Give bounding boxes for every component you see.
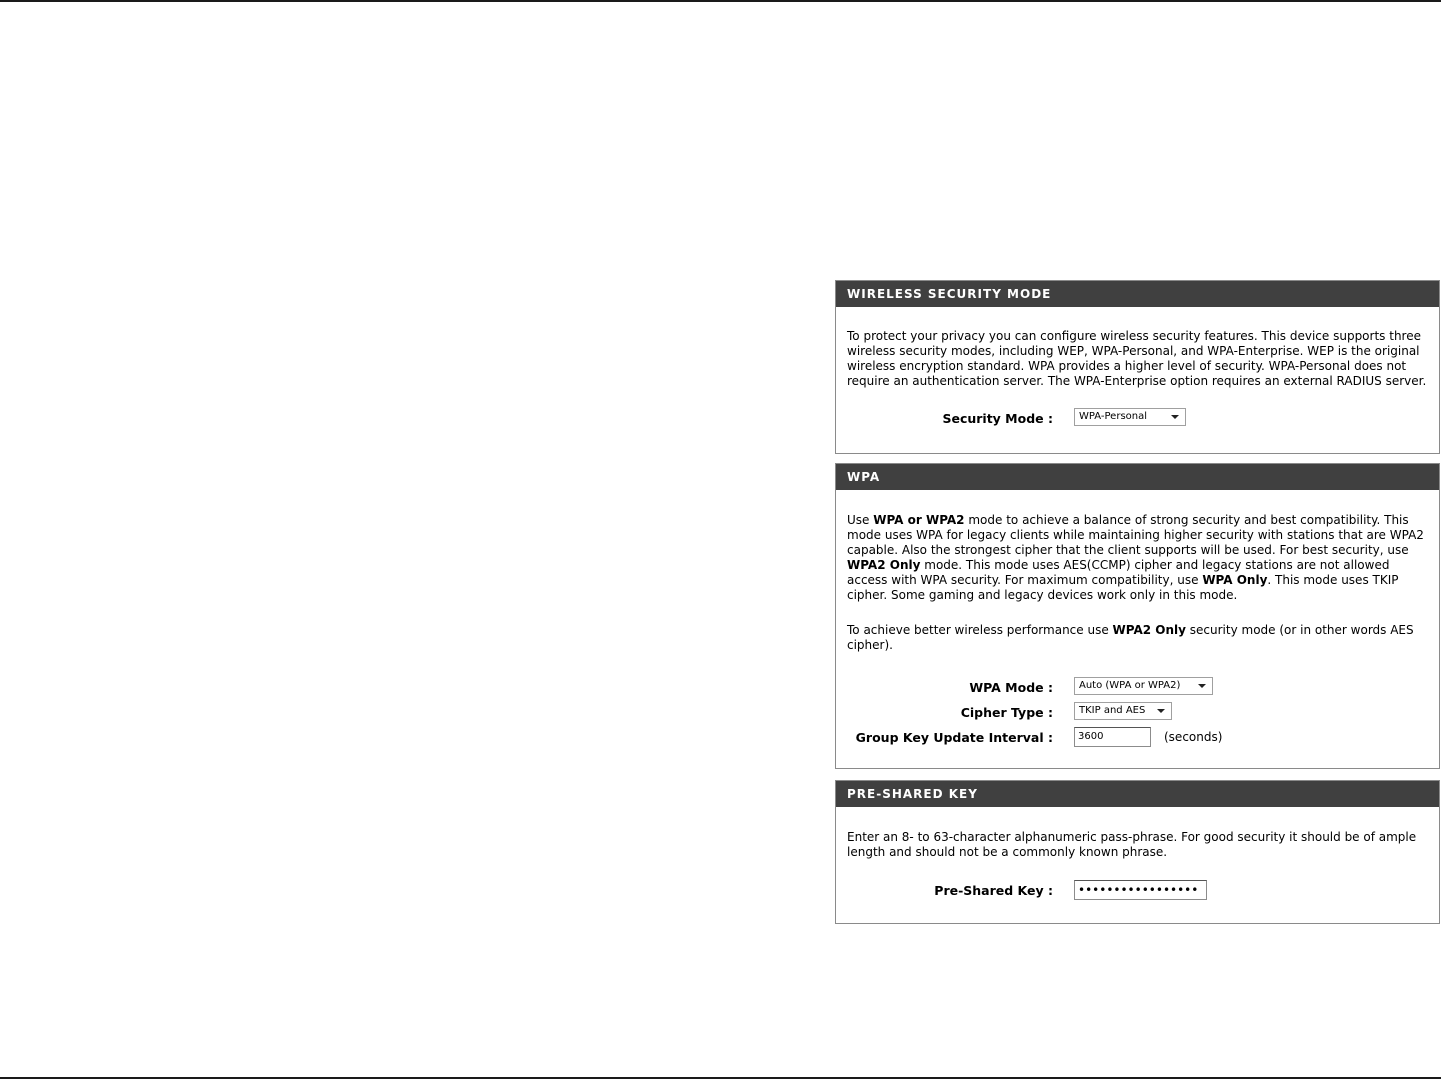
cipher-type-value: TKIP and AES xyxy=(1079,705,1146,716)
security-mode-label: Security Mode : xyxy=(942,411,1053,426)
chevron-down-icon xyxy=(1171,415,1179,419)
wireless-security-mode-panel xyxy=(835,280,1440,454)
psk-description: Enter an 8- to 63-character alphanumeric pass-phrase. For good security it should be of ample length and should not be a commonly known phrase. xyxy=(847,830,1417,859)
security-mode-select[interactable] xyxy=(1074,408,1186,426)
psk-row xyxy=(847,879,1428,903)
wpa-mode-label: WPA Mode : xyxy=(969,680,1053,695)
wpa-mode-value: Auto (WPA or WPA2) xyxy=(1079,680,1181,691)
cipher-type-select[interactable] xyxy=(1074,702,1172,720)
psk-input[interactable]: ••••••••••••••••• xyxy=(1074,880,1207,900)
panel-title: PRE-SHARED KEY xyxy=(836,781,1439,807)
top-rule xyxy=(0,0,1441,2)
group-key-interval-input[interactable]: 3600 xyxy=(1074,727,1151,747)
chevron-down-icon xyxy=(1198,684,1206,688)
bottom-rule xyxy=(0,1077,1441,1079)
security-mode-value: WPA-Personal xyxy=(1079,411,1148,422)
psk-label: Pre-Shared Key : xyxy=(934,883,1053,898)
pre-shared-key-panel xyxy=(835,780,1440,924)
wpa-description: Use WPA or WPA2 mode to achieve a balance of strong security and best compatibility. This mode uses WPA for legacy clients while maintaining higher security with stations that are WPA2 capable. Also the strongest cipher that the client supports will be used. For best security, use WPA2 Only mode. This mode uses AES(CCMP) cipher and legacy stations are not allowed access with WPA security. For maximum compatibility, use WPA Only. This mode uses TKIP cipher. Some gaming and legacy devices work only in this mode. xyxy=(847,513,1424,602)
wpa-panel xyxy=(835,463,1440,769)
security-mode-row xyxy=(847,407,1428,431)
wpa-mode-row xyxy=(847,676,1428,701)
cipher-type-row xyxy=(847,701,1428,726)
wpa-performance-note: To achieve better wireless performance use WPA2 Only security mode (or in other words AES cipher). xyxy=(847,623,1414,652)
group-key-interval-row xyxy=(847,726,1428,751)
wpa-mode-select[interactable] xyxy=(1074,677,1213,695)
panel-title: WIRELESS SECURITY MODE xyxy=(836,281,1439,307)
security-mode-description: To protect your privacy you can configure wireless security features. This device supports three wireless security modes, including WEP, WPA-Personal, and WPA-Enterprise. WEP is the original wireless encryption standard. WPA provides a higher level of security. WPA-Personal does not require an authentication server. The WPA-Enterprise option requires an external RADIUS server. xyxy=(847,329,1427,388)
group-key-interval-label: Group Key Update Interval : xyxy=(855,730,1053,745)
group-key-interval-unit: (seconds) xyxy=(1164,729,1223,744)
panel-title: WPA xyxy=(836,464,1439,490)
chevron-down-icon xyxy=(1157,709,1165,713)
cipher-type-label: Cipher Type : xyxy=(960,705,1053,720)
